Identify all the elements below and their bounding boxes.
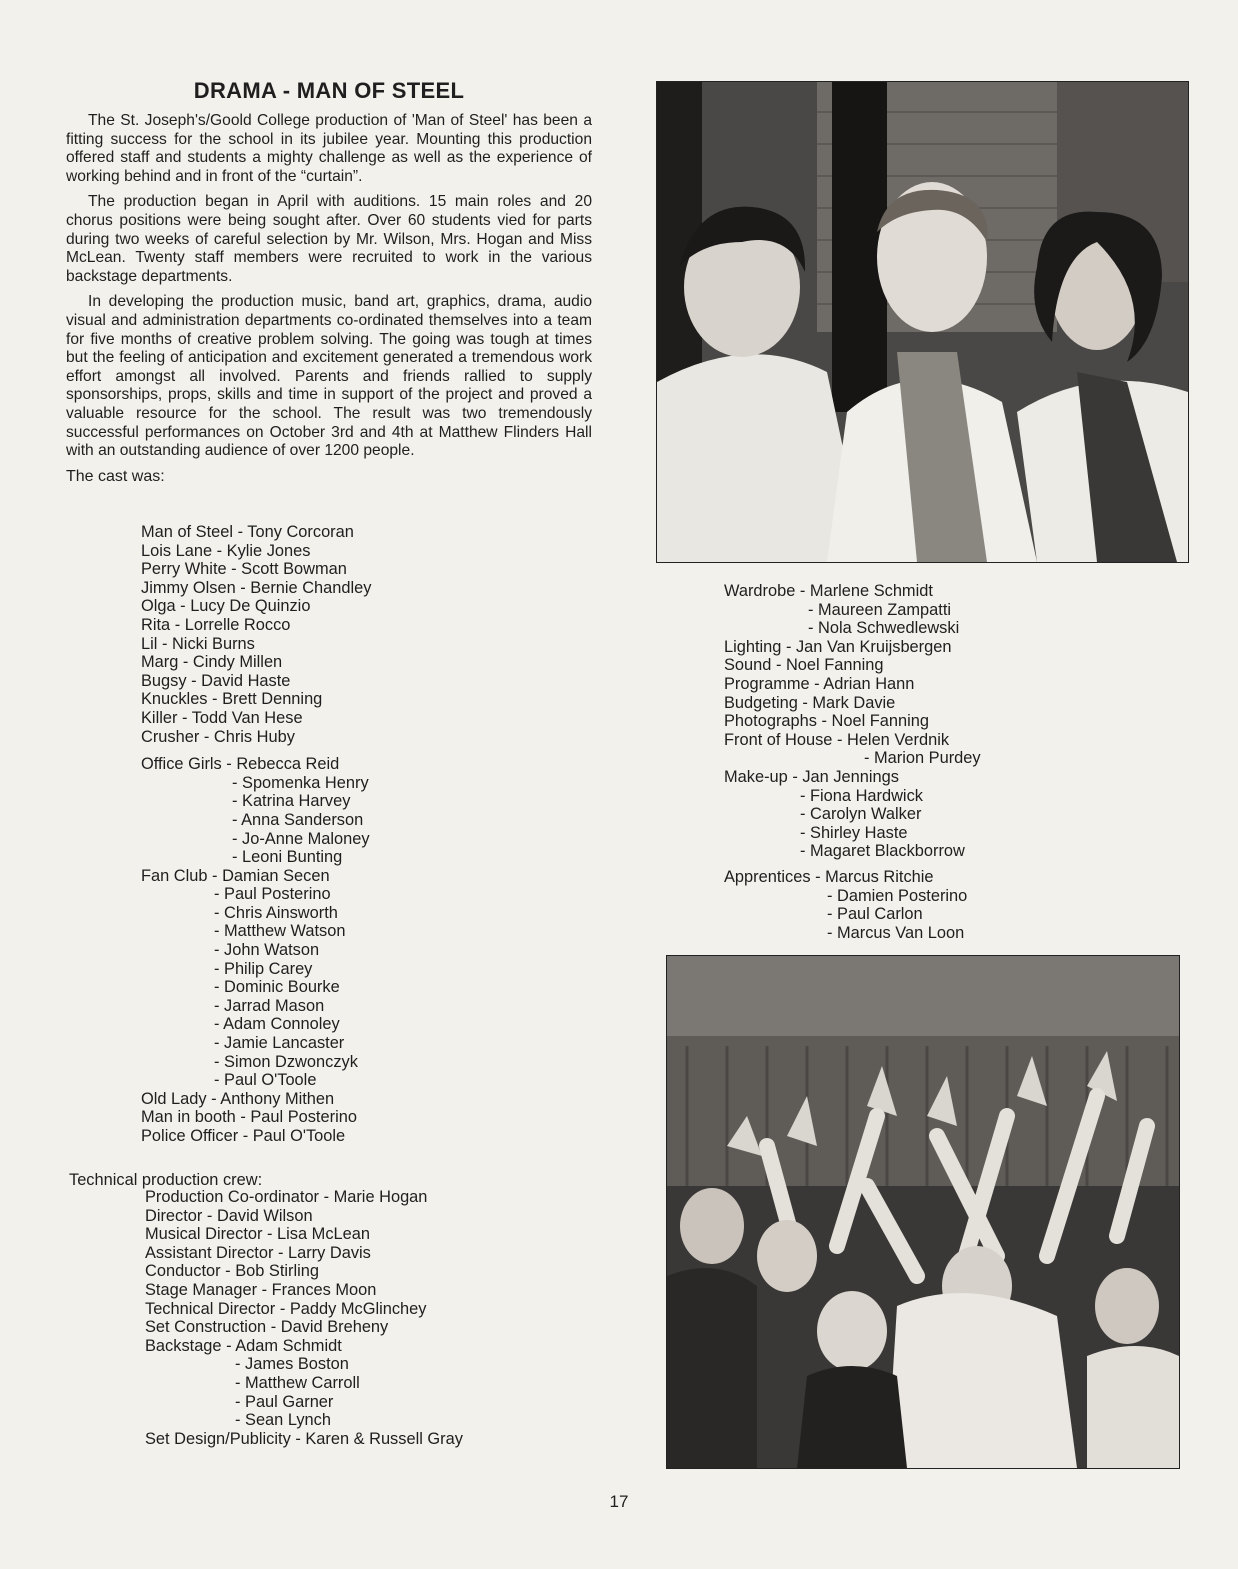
crew-line: - Maureen Zampatti bbox=[808, 600, 952, 619]
cast-line: Bugsy - David Haste bbox=[141, 671, 291, 690]
tech-crew-list bbox=[145, 1188, 585, 1448]
crew-line: Backstage - Adam Schmidt bbox=[145, 1336, 342, 1355]
cast-line: Lil - Nicki Burns bbox=[141, 634, 255, 653]
article-paragraph: The St. Joseph's/Goold College production of 'Man of Steel' has been a fitting success for the school in its jubilee year. Mounting this production offered staff and students a mighty challenge as well as the experience of working behind and in front of the “curtain”. bbox=[66, 112, 592, 185]
cast-line: - Jarrad Mason bbox=[214, 996, 325, 1015]
cast-line: Crusher - Chris Huby bbox=[141, 727, 295, 746]
cast-line: Police Officer - Paul O'Toole bbox=[141, 1127, 346, 1145]
page-number: 17 bbox=[609, 1492, 629, 1511]
cast-line: - Adam Connoley bbox=[214, 1015, 340, 1034]
fan-club-list bbox=[141, 867, 581, 1090]
cast-line: Marg - Cindy Millen bbox=[141, 653, 283, 672]
crew-line: Sound - Noel Fanning bbox=[724, 656, 884, 675]
crew-line: - Matthew Carroll bbox=[235, 1373, 360, 1392]
cast-line: - Paul Posterino bbox=[214, 885, 331, 904]
cast-line: Office Girls - Rebecca Reid bbox=[141, 755, 340, 774]
cast-line: Lois Lane - Kylie Jones bbox=[141, 541, 311, 560]
crew-line: - Marcus Van Loon bbox=[827, 923, 965, 942]
crew-line: - Damien Posterino bbox=[827, 886, 968, 905]
crew-line: - Paul Carlon bbox=[827, 905, 923, 924]
cast-celebration-photo bbox=[666, 955, 1180, 1469]
article-column bbox=[66, 78, 592, 486]
cast-line: Olga - Lucy De Quinzio bbox=[141, 597, 311, 616]
crew-line: Front of House - Helen Verdnik bbox=[724, 730, 950, 749]
apprentices-list bbox=[724, 868, 1164, 942]
office-girls-list bbox=[141, 755, 581, 867]
cast-line: - Philip Carey bbox=[214, 959, 313, 978]
crew-line: Set Design/Publicity - Karen & Russell Gray bbox=[145, 1429, 463, 1448]
cast-line: - Paul O'Toole bbox=[214, 1071, 317, 1090]
crew-line: Lighting - Jan Van Kruijsbergen bbox=[724, 637, 952, 656]
crew-line: Technical Director - Paddy McGlinchey bbox=[145, 1299, 427, 1318]
cast-line: Knuckles - Brett Denning bbox=[141, 690, 323, 709]
cast-line: - Simon Dzwonczyk bbox=[214, 1052, 358, 1071]
cast-line: - Jo-Anne Maloney bbox=[232, 829, 370, 848]
article-title: DRAMA - MAN OF STEEL bbox=[193, 78, 465, 103]
crew-line: Photographs - Noel Fanning bbox=[724, 712, 930, 731]
spacer bbox=[141, 746, 581, 755]
cast-line: - Dominic Bourke bbox=[214, 978, 340, 997]
tech-crew-intro: Technical production crew: bbox=[69, 1171, 263, 1189]
cast-list bbox=[141, 523, 581, 1146]
cast-celebration-photo-illustration bbox=[667, 956, 1179, 1468]
cast-line: Rita - Lorrelle Rocco bbox=[141, 615, 291, 634]
cast-line: Perry White - Scott Bowman bbox=[141, 560, 347, 579]
crew-line: - Paul Garner bbox=[235, 1392, 334, 1411]
main-cast bbox=[141, 523, 581, 746]
crew-line: Stage Manager - Frances Moon bbox=[145, 1280, 377, 1299]
cast-line: - Leoni Bunting bbox=[232, 848, 343, 867]
cast-line: - John Watson bbox=[214, 941, 320, 960]
cast-line: Fan Club - Damian Secen bbox=[141, 866, 330, 885]
crew-line: Director - David Wilson bbox=[145, 1206, 313, 1225]
cast-line: - Spomenka Henry bbox=[232, 773, 369, 792]
crew-line: - Fiona Hardwick bbox=[800, 786, 923, 805]
crew-line: Assistant Director - Larry Davis bbox=[145, 1243, 371, 1262]
crew-line: Production Co-ordinator - Marie Hogan bbox=[145, 1188, 428, 1206]
cast-line: - Jamie Lancaster bbox=[214, 1034, 345, 1053]
cast-line: Man in booth - Paul Posterino bbox=[141, 1108, 357, 1127]
cast-line: - Anna Sanderson bbox=[232, 810, 364, 829]
crew-line: - James Boston bbox=[235, 1355, 349, 1374]
crew-line: - Magaret Blackborrow bbox=[800, 842, 965, 861]
crew-line: - Carolyn Walker bbox=[800, 805, 922, 824]
cast-intro: The cast was: bbox=[66, 467, 165, 485]
cast-trio-photo-illustration bbox=[657, 82, 1188, 562]
crew-line: Apprentices - Marcus Ritchie bbox=[724, 868, 934, 886]
crew-line: Wardrobe - Marlene Schmidt bbox=[724, 582, 933, 600]
crew-line: Make-up - Jan Jennings bbox=[724, 767, 899, 786]
crew-line: - Nola Schwedlewski bbox=[808, 619, 960, 638]
cast-line: - Katrina Harvey bbox=[232, 792, 351, 811]
cast-line: Jimmy Olsen - Bernie Chandley bbox=[141, 578, 372, 597]
crew-line: Conductor - Bob Stirling bbox=[145, 1262, 320, 1281]
cast-line: - Chris Ainsworth bbox=[214, 903, 338, 922]
crew-line: - Shirley Haste bbox=[800, 823, 908, 842]
crew-line: Musical Director - Lisa McLean bbox=[145, 1225, 370, 1244]
cast-line: Killer - Todd Van Hese bbox=[141, 708, 303, 727]
cast-line: Old Lady - Anthony Mithen bbox=[141, 1089, 335, 1108]
crew-line: Set Construction - David Breheny bbox=[145, 1318, 389, 1337]
crew-line: - Marion Purdey bbox=[864, 749, 981, 768]
other-cast-list bbox=[141, 1090, 581, 1146]
support-crew-list bbox=[724, 582, 1164, 861]
article-paragraph: The production began in April with auditions. 15 main roles and 20 chorus positions were being sought after. Over 60 students vied for parts during two weeks of careful selection by Mr. Wilson, Mrs. Hogan and Miss McLean. Twenty staff members were recruited to work in the various backstage departments. bbox=[66, 193, 592, 285]
crew-line: - Sean Lynch bbox=[235, 1411, 331, 1430]
crew-line: Budgeting - Mark Davie bbox=[724, 693, 896, 712]
cast-trio-photo bbox=[656, 81, 1189, 563]
article-paragraph: In developing the production music, band art, graphics, drama, audio visual and administration departments co-ordinated themselves into a team for five months of creative problem solving. The going was tough at times but the feeling of anticipation and excitement generated a tremendous work effort amongst all involved. Parents and friends rallied to supply sponsorships, props, skills and time in support of the project and proved a valuable resource for the school. The result was two tremendously successful performances on October 3rd and 4th at Matthew Flinders Hall with an outstanding audience of over 1200 people. bbox=[66, 293, 592, 460]
cast-line: Man of Steel - Tony Corcoran bbox=[141, 523, 354, 541]
crew-line: Programme - Adrian Hann bbox=[724, 674, 915, 693]
cast-line: - Matthew Watson bbox=[214, 922, 346, 941]
